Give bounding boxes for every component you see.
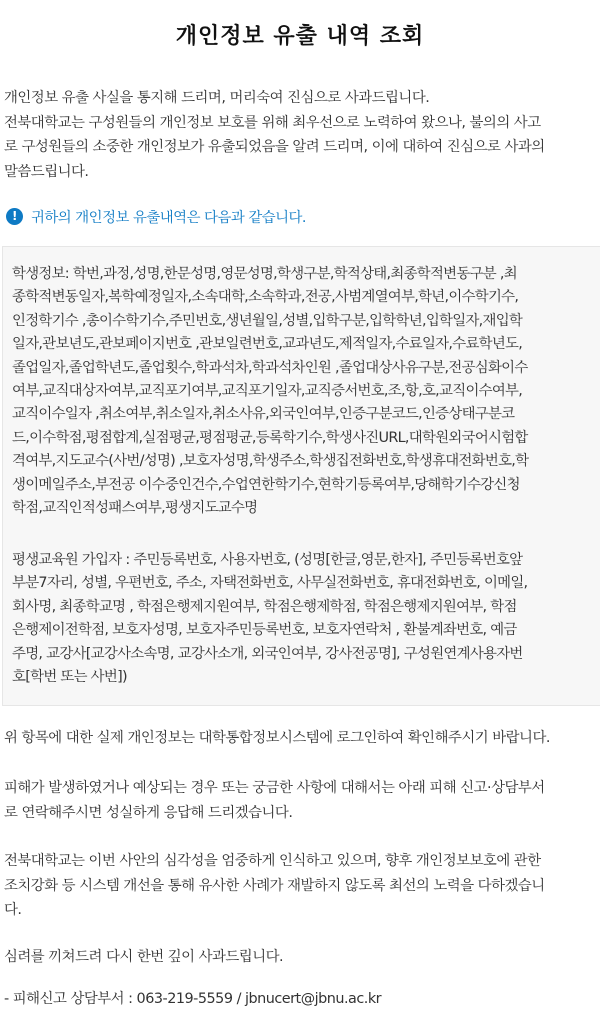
student-info-list xyxy=(12,263,600,520)
verify-instruction-paragraph xyxy=(4,726,600,751)
student-info-line: 교직이수일자 ,취소여부,취소일자,취소사유,외국인여부,인증구분코드,인증상태구분코 xyxy=(12,406,515,423)
paragraph-line: 조치강화 등 시스템 개선을 통해 유사한 사례가 재발하지 않도록 최선의 노력을 다하겠습니 xyxy=(4,877,545,894)
intro-line: 개인정보 유출 사실을 통지해 드리며, 머리숙여 진심으로 사과드립니다. xyxy=(4,90,430,106)
report-guidance-paragraph xyxy=(4,776,600,825)
lifelong-info-line: 호[학번 또는 사번]) xyxy=(12,668,127,685)
paragraph-line: 심려를 끼쳐드려 다시 한번 깊이 사과드립니다. xyxy=(4,949,284,965)
notice-heading xyxy=(6,204,598,228)
page-title: 개인정보 유출 내역 조회 xyxy=(175,23,425,49)
lifelong-info-line: 주명, 교강사[교강사소속명, 교강사소개, 외국인여부, 강사전공명], 구성원연계사용자번 xyxy=(12,645,523,662)
lifelong-info-line: 은행제이전학점, 보호자성명, 보호자주민등록번호, 보호자연락처 , 환불계좌번호, 예금 xyxy=(12,622,517,639)
lifelong-info-line: 평생교육원 가입자 : 주민등록번호, 사용자번호, (성명[한글,영문,한자], 주민등록번호앞 xyxy=(12,552,523,568)
apology-paragraph xyxy=(4,945,600,970)
notice-text: 귀하의 개인정보 유출내역은 다음과 같습니다. xyxy=(31,209,306,226)
student-info-line: 여부,교직대상자여부,교직포기여부,교직포기일자,교직증서번호,조,항,호,교직이수여부, xyxy=(12,382,523,399)
intro-line: 말씀드립니다. xyxy=(4,163,89,180)
paragraph-line: 다. xyxy=(4,902,22,918)
intro-line: 전북대학교는 구성원들의 개인정보 보호를 위해 최우선으로 노력하여 왔으나, 불의의 사고 xyxy=(4,114,541,131)
intro-line: 로 구성원들의 소중한 개인정보가 유출되었음을 알려 드리며, 이에 대하여 진심으로 사과의 xyxy=(4,139,545,155)
lifelong-education-info-list xyxy=(12,549,600,689)
student-info-line: 졸업일자,졸업학년도,졸업횟수,학과석차,학과석차인원 ,졸업대상사유구분,전공심화이수 xyxy=(12,359,528,376)
paragraph-line: 위 항목에 대한 실제 개인정보는 대학통합정보시스템에 로그인하여 확인해주시기 바랍니다. xyxy=(4,730,550,746)
exclamation-circle-icon: ! xyxy=(6,208,23,225)
student-info-line: 인정학기수 ,총이수학기수,주민번호,생년월일,성별,입학구분,입학학년,입학일자,재입학 xyxy=(12,312,523,329)
student-info-line: 드,이수학점,평점합계,실점평균,평점평균,등록학기수,학생사진URL,대학원외국어시험합 xyxy=(12,429,528,446)
student-info-line: 학생정보: 학번,과정,성명,한문성명,영문성명,학생구분,학적상태,최종학적변동구분 ,최 xyxy=(12,266,517,282)
student-info-line: 학점,교직인적성패스여부,평생지도교수명 xyxy=(12,499,258,516)
paragraph-line: 로 연락해주시면 성실하게 응답해 드리겠습니다. xyxy=(4,804,293,821)
contact-info xyxy=(4,987,600,1012)
prevention-commitment-paragraph xyxy=(4,849,600,923)
lifelong-info-line: 회사명, 최종학교명 , 학점은행제지원여부, 학점은행제학점, 학점은행제지원여부, 학점 xyxy=(12,598,517,615)
contact-line: - 피해신고 상담부서 : 063-219-5559 / jbnucert@jbnu.ac.kr xyxy=(4,991,382,1007)
paragraph-line: 피해가 발생하였거나 예상되는 경우 또는 궁금한 사항에 대해서는 아래 피해 신고·상담부서 xyxy=(4,780,545,796)
student-info-line: 생이메일주소,부전공 이수중인건수,수업연한학기수,현학기등록여부,당해학기수강신청 xyxy=(12,476,520,493)
paragraph-line: 전북대학교는 이번 사안의 심각성을 엄중하게 인식하고 있으며, 향후 개인정보보호에 관한 xyxy=(4,853,541,869)
student-info-line: 종학적변동일자,복학예정일자,소속대학,소속학과,전공,사범계열여부,학년,이수학기수, xyxy=(12,289,519,306)
lifelong-info-line: 부분7자리, 성별, 우편번호, 주소, 자택전화번호, 사무실전화번호, 휴대전화번호, 이메일, xyxy=(12,575,528,592)
intro-paragraph xyxy=(4,86,598,184)
student-info-line: 격여부,지도교수(사번/성명) ,보호자성명,학생주소,학생집전화번호,학생휴대전화번호,학 xyxy=(12,453,529,470)
student-info-line: 일자,관보년도,관보페이지번호 ,관보일련번호,교과년도,제적일자,수료일자,수료학년도, xyxy=(12,336,523,353)
